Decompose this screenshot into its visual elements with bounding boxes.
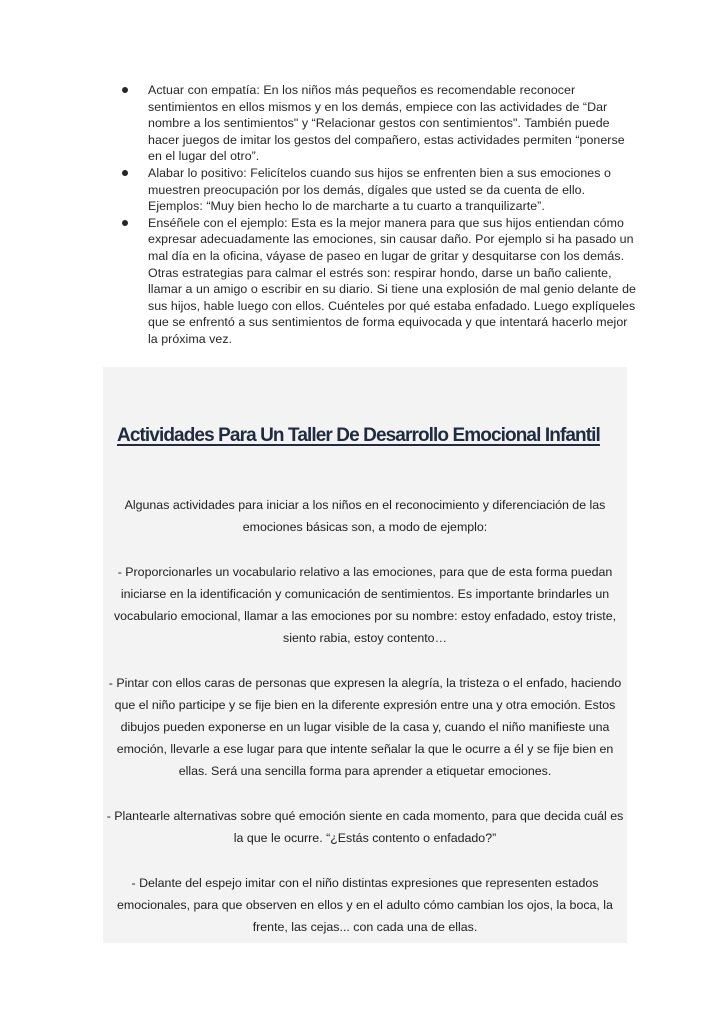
section-paragraph: Algunas actividades para iniciar a los niños en el reconocimiento y diferenciación de las emociones básicas son, a modo de ejemplo: xyxy=(124,498,606,534)
bullet-text: Alabar lo positivo: Felicítelos cuando sus hijos se enfrenten bien a sus emociones o muestren preocupación por los demás, dígales que usted se da cuenta de ello. Ejemplos: “Muy bien hecho lo de marcharte a tu cuarto a tranquilizarte”. xyxy=(148,165,611,214)
bullet-dot-icon xyxy=(122,170,128,176)
bullet-text: Enséñele con el ejemplo: Esta es la mejor manera para que sus hijos entiendan cómo expresar adecuadamente las emociones, sin causar daño. Por ejemplo si ha pasado un mal día en la oficina, váyase de paseo en lugar de gritar y desquitarse con los demás. Otras estrategias para calmar el estrés son: respirar hondo, darse un baño caliente, llamar a un amigo o escribir en su diario. Si tiene una explosión de mal genio delante de sus hijos, hable luego con ellos. Cuénteles por qué estaba enfadado. Luego explíqueles que se enfrentó a sus sentimientos de forma equivocada y que intentará hacerlo mejor la próxima vez. xyxy=(148,215,636,346)
activities-panel xyxy=(103,367,627,943)
section-paragraph: - Proporcionarles un vocabulario relativo a las emociones, para que de esta forma puedan iniciarse en la identificación y comunicación de sentimientos. Es importante brindarles un vocabulario emocional, llamar a las emociones por su nombre: estoy enfadado, estoy triste, siento rabia, estoy contento… xyxy=(113,565,617,645)
section-body xyxy=(103,494,627,961)
bullet-item xyxy=(118,82,638,165)
section-paragraph: - Pintar con ellos caras de personas que expresen la alegría, la tristeza o el enfado, haciendo que el niño participe y se fije bien en la diferente expresión entre una y otra emoción. Estos dibujos pueden exponerse en un lugar visible de la casa y, cuando el niño manifieste una emoción, llevarle a ese lugar para que intente señalar la que le ocurre a él y se fije bien en ellas. Será una sencilla forma para aprender a etiquetar emociones. xyxy=(108,676,622,778)
section-paragraph: - Delante del espejo imitar con el niño distintas expresiones que representen estados emocionales, para que observen en ellos y en el adulto cómo cambian los ojos, la boca, la frente, las cejas... con cada una de ellas. xyxy=(117,876,613,934)
bullet-dot-icon xyxy=(122,87,128,93)
bullet-item xyxy=(118,165,638,215)
section-paragraph: - Plantearle alternativas sobre qué emoción siente en cada momento, para que decida cuál es la que le ocurre. “¿Estás contento o enfadado?” xyxy=(106,809,624,845)
bullet-text: Actuar con empatía: En los niños más pequeños es recomendable reconocer sentimientos en ellos mismos y en los demás, empiece con las actividades de “Dar nombre a los sentimientos" y “Relacionar gestos con sentimientos". También puede hacer juegos de imitar los gestos del compañero, estas actividades permiten “ponerse en el lugar del otro”. xyxy=(148,83,625,164)
bullet-list xyxy=(118,82,638,348)
bullet-dot-icon xyxy=(122,220,128,226)
bullet-item xyxy=(118,215,638,348)
section-title: Actividades Para Un Taller De Desarrollo Emocional Infantil xyxy=(117,425,600,446)
